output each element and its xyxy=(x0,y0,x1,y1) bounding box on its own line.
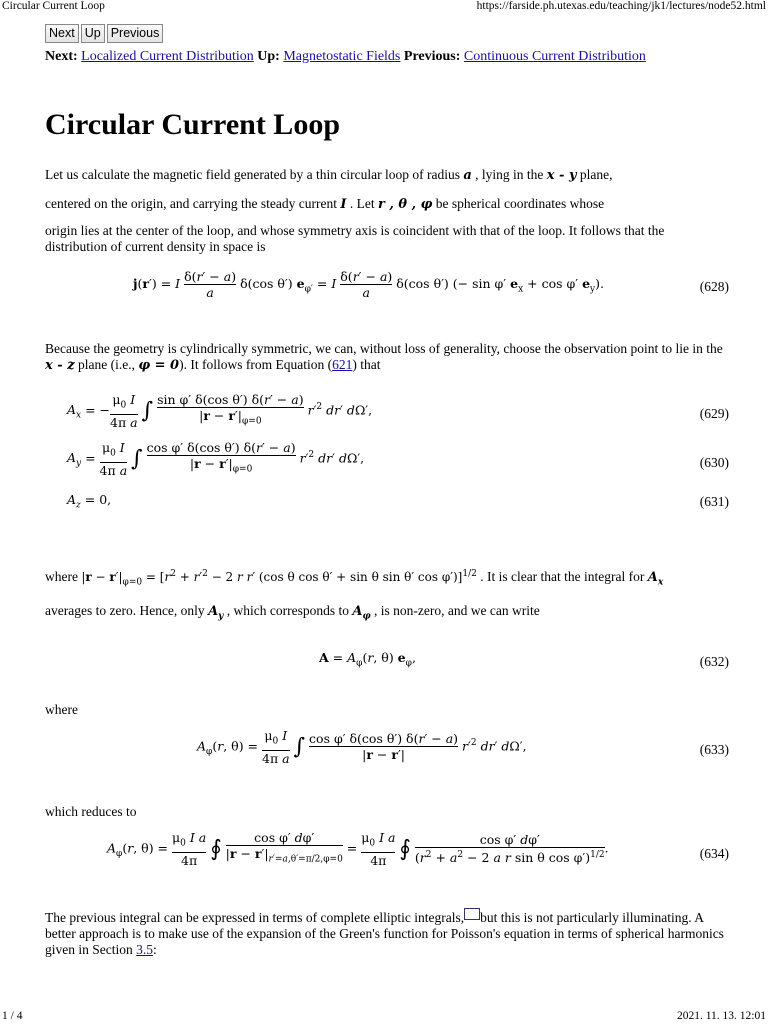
print-datetime: 2021. 11. 13. 12:01 xyxy=(676,1010,766,1022)
paragraph-where: where xyxy=(45,702,78,718)
page-title: Circular Current Loop xyxy=(45,108,341,141)
page-content: Next Up Previous Next: Localized Current Distribution Up: Magnetostatic Fields Previous: Continuous Current Distribution Circular Current Loop Let us calculate the magnetic field generated by a thin circular loop of radius a , lying in the x - y plane, centered on the origin, and carrying the steady current I . Let r , θ , φ be spherical coordinates whose origin lies at the center of the loop, and whose symmetry axis is coincident with that of the loop. It follows that the distribution of current density in space is j(r′) = I $\frac{\delta(r' - a)}{a}$ δ(cos θ′) $e_{\varphi'} = I$ $\frac{\delta(r' - a)}{a}$ δ(cos θ′) (− sin φ′ $e_x + \cos \varphi'$ $e_y$). (628) Because the geometry is cylindrically symmetric, we can, without loss of generality, choose the observation point to lie in the x - z plane (i.e., φ = 0). It follows from Equation (621) that $A_x$ = − $\frac{\mu_0 I}{\text{4π a}}$ ∫ $\frac{\text{sin φ′ δ(cos θ′) δ(r′ − a)}}{|r - r'|_{\varphi=0}}$ $r'^2$ dr′ dΩ′, (629) $A_y$ = $\frac{\mu_0 I}{\text{4π a}}$ ∫ $\frac{\text{cos φ′ δ(cos θ′) δ(r′ − a)}}{|r - r'|_{\varphi=0}}$ $r'^2$ dr′ dΩ′, (630) $A_z = 0$, (631) where $|r - r'|_{\varphi=0} = [r^2 + r'^2 - 2$ r r′ (cos θ cos θ′ + sin θ sin θ′ cos φ′)]$^{1/2}$ . It is clear that the integral for $A_x$ averages to zero. Hence, only $A_y$ , which corresponds to $A_\varphi$ , is non-zero, and we can write $A = A_\varphi(r$, θ) $e_\varphi$, (632) where $A_\varphi(r$, θ) = $\frac{\mu_0 I}{\text{4π a}}$ ∫ $\frac{\text{cos φ′ δ(cos θ′) δ(r′ − a)}}{|r - r'|}$ $r'^2$ dr′ dΩ′, (633) which reduces to $A_\varphi(r$, θ) = $\frac{\mu_0 I a}{4\pi}$ ∮ $\frac{\text{cos φ′ dφ′}}{|r - r'|_{r'=a,\theta'=\pi/2,\varphi=0}}$ = $\frac{\mu_0 I a}{4\pi}$ ∮ $\frac{\text{cos φ′ dφ′}}{(r^2 + a^2 - 2 a r \sin \theta \cos \varphi')^{1/2}}$ . (634) The previous integral can be expressed in terms of complete elliptic integrals, but this is not particularly illuminating. A better approach is to make use of the expansion of the Green's function for Poisson's equation in terms of spherical harmonics given in Section 3.5: xyxy=(45,26,729,958)
previous-link[interactable]: Continuous Current Distribution xyxy=(463,49,646,64)
up-button[interactable]: Up xyxy=(81,24,105,43)
up-link[interactable]: Magnetostatic Fields xyxy=(283,49,401,64)
section-3-5-link[interactable]: 3.5 xyxy=(136,942,153,958)
equation-621-link[interactable]: 621 xyxy=(332,357,353,372)
next-link[interactable]: Localized Current Distribution xyxy=(81,49,254,64)
print-footer xyxy=(0,1008,768,1024)
next-label: Next: xyxy=(45,49,78,64)
page-number: 1 / 4 xyxy=(2,1010,23,1022)
nav-links xyxy=(45,49,725,65)
paragraph-elliptic: The previous integral can be expressed in terms of complete elliptic integrals, but this is not particularly illuminating. A better approach is to make use of the expansion of the Green's function for Poisson's equation in terms of spherical harmonics given in Section 3.5: xyxy=(45,910,724,958)
nav-buttons xyxy=(45,24,725,43)
up-label: Up: xyxy=(257,49,280,64)
print-url: https://farside.ph.utexas.edu/teaching/jk1/lectures/node52.html xyxy=(476,0,766,12)
paragraph-intro: Let us calculate the magnetic field generated by a thin circular loop of radius a , lying in the x - y plane, centered on the origin, and carrying the steady current I . Let r , θ , φ be spherical coordinates whose xyxy=(45,167,613,212)
print-title: Circular Current Loop xyxy=(2,0,105,12)
paragraph-reduces: which reduces to xyxy=(45,804,137,820)
print-header xyxy=(0,0,768,16)
paragraph-geometry: Because the geometry is cylindrically symmetric, we can, without loss of generality, choose the observation point to lie in the x - z plane (i.e., φ = 0). It follows from Equation (621) that xyxy=(45,341,723,373)
previous-label: Previous: xyxy=(403,49,461,64)
paragraph-vector-potential: where $|r - r'|_{\varphi=0} = [r^2 + r'^2 - 2$ r r′ (cos θ cos θ′ + sin θ sin θ′ cos φ′)]$^{1/2}$ . It is clear that the integral for $A_x$ averages to zero. Hence, only $A_y$ , which corresponds to $A_\varphi$ , is non-zero, and we can write xyxy=(45,569,664,622)
next-button[interactable]: Next xyxy=(45,24,79,43)
paragraph-intro-cont: origin lies at the center of the loop, and whose symmetry axis is coincident with that of the loop. It follows that the distribution of current density in space is xyxy=(45,223,665,254)
previous-button[interactable]: Previous xyxy=(107,24,164,43)
footnote-icon[interactable] xyxy=(464,908,480,920)
